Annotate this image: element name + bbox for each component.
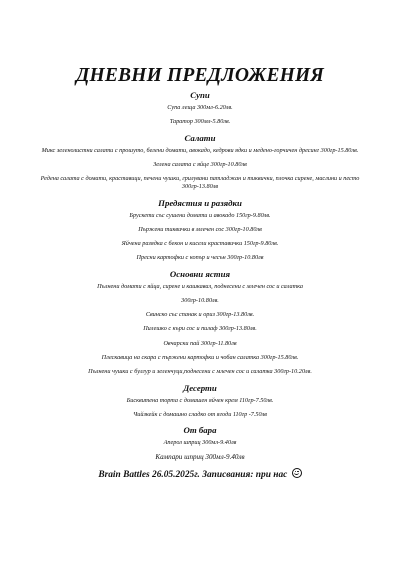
event-footer [30,468,370,481]
menu-item: Зелена салата с яйце 300гр-10.80лв [153,160,247,168]
menu-item: Плескавица на скара с пържени картофки и чобан салатка 300гр-15.80лв. [101,354,299,362]
section-heading: От бара [183,425,217,436]
menu-item: Свинско със спанак и ориз 300гр-13.80лв. [145,311,255,319]
menu-content [30,86,370,481]
section-heading: Десерти [183,382,217,393]
section-heading: Супи [190,90,210,100]
section-heading: Основни ястия [169,268,231,279]
menu-item: Редена салата с домати, краставици, печени чушки, грилувани патладжан и тиквички, плочка сирене, маслини и песто 300гр-13.80лв [40,175,360,191]
menu-item: Микс зеленолистни салати с прошуто, белени домати, авокадо, кедрови ядки и медено-горчичен дресинг 300гр-15.80лв. [41,146,359,154]
menu-item: 300гр-10.80лв. [181,296,219,304]
menu-item: Таратор 300мл-5.80лв. [169,118,231,126]
section-starters [30,198,370,263]
menu-item: Пълнени чушки с булгур и зеленчуци,поднесени с млечен сос и салатка 300гр-10.20лв. [88,368,312,376]
section-desserts [30,383,370,419]
section-salads [30,133,370,192]
menu-item: Кампари шприц 300мл-9.40лв [155,453,245,462]
menu-item: Чийзкейк с домашно сладко от ягоди 110гр -7.50лв [133,410,267,418]
section-heading: Салати [184,132,216,143]
menu-item: Аперол шприц 300мл-9.40лв [163,439,237,447]
event-footer-text: Brain Battles 26.05.2025г. Записвания: при нас [98,469,288,480]
menu-item: Пилешко с къри сос и пилаф 300гр-13.80лв. [143,325,257,333]
smiley-icon [292,468,302,478]
menu-item: Бисквитена торта с домашен яйчен крем 110гр-7.50лв. [126,396,274,404]
section-heading: Предястия и разядки [158,197,242,208]
menu-item: Пържени тиквички в млечен сос 300гр-10.80лв [138,225,262,233]
menu-item: Яйчена разядка с бекон и кисели краставички 150гр-9.80лв. [121,240,279,248]
menu-item: Пълнени домати с яйца, сирене и кашкавал, поднесени с млечен сос и салатка [97,282,303,290]
section-bar [30,425,370,461]
menu-item: Супа леща 300мл-6.20лв. [167,104,233,111]
menu-title: ДНЕВНИ ПРЕДЛОЖЕНИЯ [75,65,325,86]
section-soups [30,90,370,126]
menu-item: Пресни картофки с копър и чесън 300гр-10.80лв [136,254,264,262]
menu-item: Брускети със сушени домати и авокадо 150гр-9.80лв. [129,211,271,219]
menu-item: Овчарски пай 300гр-11.80лв [163,339,237,347]
section-main-courses [30,269,370,377]
